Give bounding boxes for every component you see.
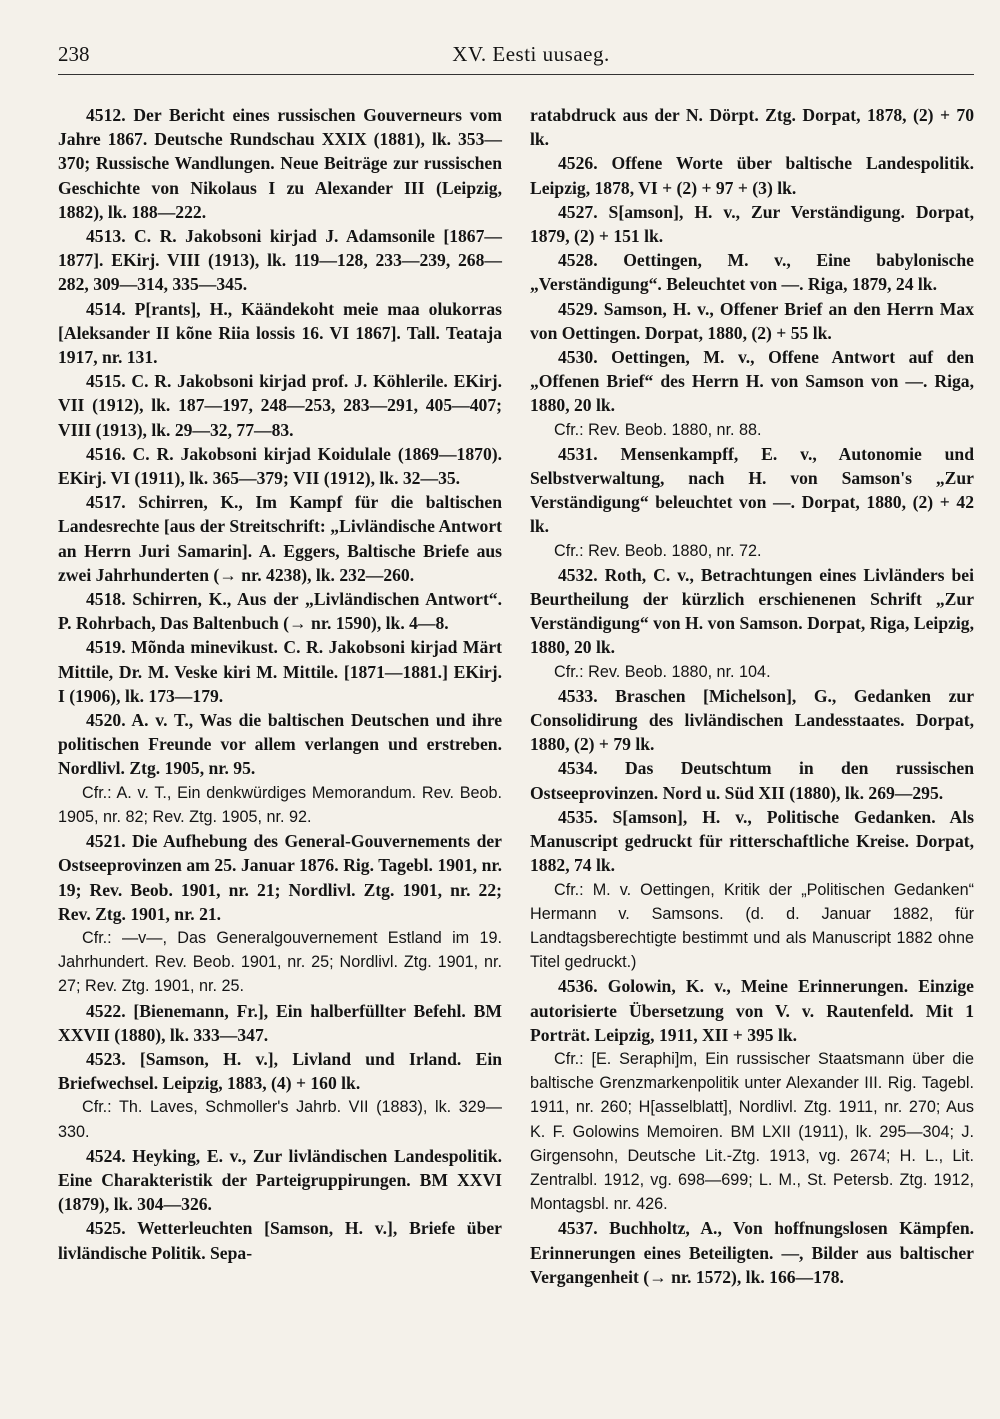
bibliography-entry: 4537. Buchholtz, A., Von hoffnungslosen Kämpfen. Erinnerungen eines Beteiligten. —, Bilder aus baltischer Vergangenheit (→ nr. 1572), lk. 166—178. xyxy=(530,1218,974,1287)
running-head: XV. Eesti uusaeg. xyxy=(452,42,610,66)
bibliography-entry: 4523. [Samson, H. v.], Livland und Irland. Ein Briefwechsel. Leipzig, 1883, (4) + 160 lk. xyxy=(58,1048,502,1094)
bibliography-entry: 4520. A. v. T., Was die baltischen Deutschen und ihre politischen Freunde vor allem verlangen und erstreben. Nordlivl. Ztg. 1905, nr. 95. xyxy=(58,710,502,779)
bibliography-entry: 4522. [Bienemann, Fr.], Ein halberfüllter Befehl. BM XXVII (1880), lk. 333—347. xyxy=(58,1000,502,1045)
page-number: 238 xyxy=(58,42,90,66)
bibliography-entry: 4513. C. R. Jakobsoni kirjad J. Adamsonile [1867—1877]. EKirj. VIII (1913), lk. 119—128, 233—239, 268—282, 309—314, 335—345. xyxy=(58,226,502,295)
citation-note: Cfr.: M. v. Oettingen, Kritik der „Politischen Gedanken“ Hermann v. Samsons. (d. d. Januar 1882, für Landtagsberechtigte bestimmt und als Manuscript 1882 ohne Titel gedruckt.) xyxy=(530,880,974,972)
bibliography-entry: 4532. Roth, C. v., Betrachtungen eines Livländers bei Beurtheilung der kürzlich erschienenen Schrift „Zur Verständigung“ von H. von Samson. Dorpat, Riga, Leipzig, 1880, 20 lk. xyxy=(530,564,974,658)
citation-note: Cfr.: A. v. T., Ein denkwürdiges Memorandum. Rev. Beob. 1905, nr. 82; Rev. Ztg. 1905, nr. 92. xyxy=(58,783,502,826)
bibliography-entry: 4527. S[amson], H. v., Zur Verständigung. Dorpat, 1879, (2) + 151 lk. xyxy=(530,201,974,247)
bibliography-entry: 4515. C. R. Jakobsoni kirjad prof. J. Köhlerile. EKirj. VII (1912), lk. 187—197, 248—253, 283—291, 405—407; VIII (1913), lk. 29—32, 77—83. xyxy=(58,371,502,440)
citation-note: Cfr.: Rev. Beob. 1880, nr. 72. xyxy=(554,541,762,560)
page-header xyxy=(58,34,974,75)
bibliography-entry: 4531. Mensenkampff, E. v., Autonomie und Selbstverwaltung, nach H. von Samson's „Zur Verständigung“ beleuchtet von —. Dorpat, 1880, (2) + 42 lk. xyxy=(530,443,974,537)
bibliography-entry: 4519. Mõnda minevikust. C. R. Jakobsoni kirjad Märt Mittile, Dr. M. Veske kiri M. Mittile. [1871—1881.] EKirj. I (1906), lk. 173—179. xyxy=(58,637,502,706)
bibliography-entry: 4517. Schirren, K., Im Kampf für die baltischen Landesrechte [aus der Streitschrift: „Livländische Antwort an Herrn Juri Samarin]. A. Eggers, Baltische Briefe aus zwei Jahrhunderten (→ nr. 4238), lk. 232—260. xyxy=(58,492,502,585)
citation-note: Cfr.: Rev. Beob. 1880, nr. 88. xyxy=(554,420,762,439)
bibliography-entry: 4524. Heyking, E. v., Zur livländischen Landespolitik. Eine Charakteristik der Parteigruppirungen. BM XXVI (1879), lk. 304—326. xyxy=(58,1145,502,1215)
bibliography-entry: 4514. P[rants], H., Käändekoht meie maa olukorras [Aleksander II kõne Riia lossis 16. VI 1867]. Tall. Teataja 1917, nr. 131. xyxy=(58,298,502,368)
bibliography-entry: 4529. Samson, H. v., Offener Brief an den Herrn Max von Oettingen. Dorpat, 1880, (2) + 55 lk. xyxy=(530,298,974,343)
bibliography-entry: ratabdruck aus der N. Dörpt. Ztg. Dorpat, 1878, (2) + 70 lk. xyxy=(530,105,974,150)
left-column xyxy=(58,103,502,1289)
bibliography-entry: 4534. Das Deutschtum in den russischen Ostseeprovinzen. Nord u. Süd XII (1880), lk. 269—295. xyxy=(530,758,974,803)
citation-note: Cfr.: [E. Seraphi]m, Ein russischer Staatsmann über die baltische Grenzmarkenpolitik unter Alexander III. Rig. Tagebl. 1911, nr. 260; H[asselblatt], Nordlivl. Ztg. 1911, nr. 270; Aus K. F. Golowins Memoiren. BM LXII (1911), lk. 295—304; J. Girgensohn, Deutsche Lit.-Ztg. 1913, vg. 2674; H. L., Lit. Zentralbl. 1912, vg. 698—699; L. M., St. Petersb. Ztg. 1912, Montagsbl. nr. 426. xyxy=(530,1049,974,1214)
bibliography-entry: 4530. Oettingen, M. v., Offene Antwort auf den „Offenen Brief“ des Herrn H. von Samson von —. Riga, 1880, 20 lk. xyxy=(530,347,974,416)
bibliography-entry: 4512. Der Bericht eines russischen Gouverneurs vom Jahre 1867. Deutsche Rundschau XXIX (1881), lk. 353—370; Russische Wandlungen. Neue Beiträge zur russischen Geschichte von Nikolaus I zu Alexander III (Leipzig, 1882), lk. 188—222. xyxy=(58,105,502,222)
citation-note: Cfr.: Th. Laves, Schmoller's Jahrb. VII (1883), lk. 329—330. xyxy=(58,1098,502,1141)
bibliography-entry: 4525. Wetterleuchten [Samson, H. v.], Briefe über livländische Politik. Sepa- xyxy=(58,1218,502,1263)
citation-note: Cfr.: Rev. Beob. 1880, nr. 104. xyxy=(554,662,771,681)
bibliography-entry: 4518. Schirren, K., Aus der „Livländischen Antwort“. P. Rohrbach, Das Baltenbuch (→ nr. 1590), lk. 4—8. xyxy=(58,589,502,634)
text-columns xyxy=(58,103,974,1289)
bibliography-entry: 4536. Golowin, K. v., Meine Erinnerungen. Einzige autorisierte Übersetzung von V. v. Rautenfeld. Mit 1 Porträt. Leipzig, 1911, XII + 395 lk. xyxy=(530,976,974,1045)
bibliography-entry: 4535. S[amson], H. v., Politische Gedanken. Als Manuscript gedruckt für ritterschaftliche Kreise. Dorpat, 1882, 74 lk. xyxy=(530,806,974,876)
bibliography-entry: 4516. C. R. Jakobsoni kirjad Koidulale (1869—1870). EKirj. VI (1911), lk. 365—379; VII (1912), lk. 32—35. xyxy=(58,443,502,489)
bibliography-entry: 4528. Oettingen, M. v., Eine babylonische „Verständigung“. Beleuchtet von —. Riga, 1879, 24 lk. xyxy=(530,250,974,295)
bibliography-entry: 4521. Die Aufhebung des General-Gouvernements der Ostseeprovinzen am 25. Januar 1876. Rig. Tagebl. 1901, nr. 19; Rev. Beob. 1901, nr. 21; Nordlivl. Ztg. 1901, nr. 22; Rev. Ztg. 1901, nr. 21. xyxy=(58,831,502,924)
bibliography-entry: 4533. Braschen [Michelson], G., Gedanken zur Consolidirung des livländischen Landesstaates. Dorpat, 1880, (2) + 79 lk. xyxy=(530,685,974,755)
bibliography-entry: 4526. Offene Worte über baltische Landespolitik. Leipzig, 1878, VI + (2) + 97 + (3) lk. xyxy=(530,153,974,198)
right-column xyxy=(530,103,974,1289)
citation-note: Cfr.: —v—, Das Generalgouvernement Estland im 19. Jahrhundert. Rev. Beob. 1901, nr. 25; Nordlivl. Ztg. 1901, nr. 27; Rev. Ztg. 1901, nr. 25. xyxy=(58,928,502,996)
